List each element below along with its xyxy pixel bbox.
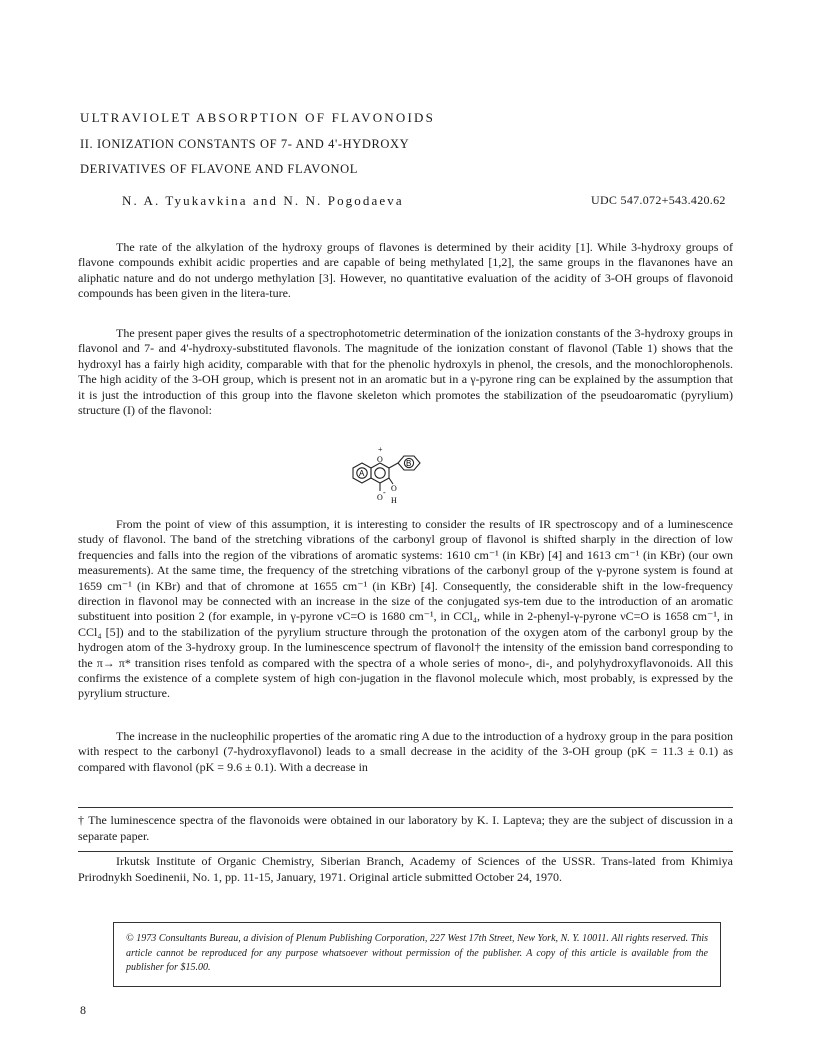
paragraph-1: The rate of the alkylation of the hydroxy groups of flavones is determined by their acidity [1]. While 3-hydroxy groups of flavone compounds exhibit acidic properties and are capable of being methylated [1,2], the same groups in the flavanones have an aliphatic nature and do not undergo methylation [3]. However, no quantitative evaluation of the acidity of 3-OH groups of flavonoid compounds has been given in the litera-ture. bbox=[78, 240, 733, 301]
udc-code: UDC 547.072+543.420.62 bbox=[591, 193, 726, 207]
oxide-oxygen-label: O bbox=[377, 493, 383, 502]
pyrone-ring-hexagon bbox=[371, 463, 389, 483]
ring-b-bond bbox=[389, 463, 398, 468]
flavonol-pyrylium-structure bbox=[345, 444, 475, 506]
side-oxygen-label: O bbox=[391, 484, 397, 493]
article-subtitle-line-1: II. IONIZATION CONSTANTS OF 7- AND 4'-HYDROXY bbox=[80, 137, 410, 151]
article-subtitle-line-2: DERIVATIVES OF FLAVONE AND FLAVONOL bbox=[80, 162, 358, 176]
paragraph-3: From the point of view of this assumption, it is interesting to consider the results of IR spectroscopy and of a luminescence study of flavonol. The band of the stretching vibrations of the carbonyl group of flavonol is shifted sharply in the direction of low frequencies and falls into the region of the vibrations of aromatic systems: 1610 cm⁻¹ (in KBr) [4] and 1613 cm⁻¹ (in KBr) (our own measurements). At the same time, the frequency of the stretching vibrations of the carbonyl group of the γ-pyrone system is found at 1659 cm⁻¹ (in KBr) and that of chromone at 1655 cm⁻¹ (in KBr) [4]. Consequently, the considerable shift in the low-frequency direction in flavonol may be connected with an increase in the size of the conjugated sys-tem due to the introduction of an aromatic substituent into position 2 (for example, in γ-pyrone νC=O is 1680 cm⁻¹, in CCl₄, while in 2-phenyl-γ-pyrone νC=O is 1658 cm⁻¹, in CCl₄ [5]) and to the stabilization of the pyrylium structure through the protonation of the oxygen atom of the carbonyl group by the hydrogen atom of the 3-hydroxy group. In the luminescence spectrum of flavonol† the intensity of the emission band corresponding to the π→ π* transition rises tenfold as compared with the spectra of a whole series of mono-, di-, and polyhydroxyflavonoids. All this confirms the existence of a complete system of high con-jugation in the flavonol molecule which, most probably, is expressed by the pyrylium structure. bbox=[78, 517, 733, 701]
hydrogen-label: H bbox=[391, 496, 397, 505]
positive-charge: + bbox=[378, 445, 383, 454]
footnote-divider bbox=[78, 807, 733, 808]
ring-a-label: A bbox=[359, 469, 365, 478]
paragraph-2: The present paper gives the results of a spectrophotometric determination of the ionization constants of the 3-hydroxy groups in flavonol and 7- and 4'-hydroxy-substituted flavonols. The magnitude of the ionization constant of flavonol (Table 1) shows that the hydroxyl has a fairly high acidity, comparable with that for the phenolic hydroxyls in phenol, the cresols, and the monochlorophenols. The high acidity of the 3-OH group, which is present not in an aromatic but in a γ-pyrone ring can be explained by the assumption that it is just the introduction of this group into the flavone skeleton which promotes the stabilization of the pseudoaromatic (pyrylium) structure (I) of the flavonol: bbox=[78, 326, 733, 418]
article-title: ULTRAVIOLET ABSORPTION OF FLAVONOIDS bbox=[80, 110, 436, 125]
page-number: 8 bbox=[80, 1003, 86, 1017]
authors: N. A. Tyukavkina and N. N. Pogodaeva bbox=[122, 193, 404, 208]
ring-oxygen-label: O bbox=[377, 455, 383, 464]
pyrone-ring-circle bbox=[375, 468, 385, 478]
ring-b-label: B bbox=[406, 459, 412, 468]
paragraph-4: The increase in the nucleophilic properties of the aromatic ring A due to the introduction of a hydroxy group in the para position with respect to the carbonyl (7-hydroxyflavonol) leads to a small decrease in the acidity of the 3-OH group (pK = 11.3 ± 0.1) as compared with flavonol (pK = 9.6 ± 0.1). With a decrease in bbox=[78, 729, 733, 774]
footnote: † The luminescence spectra of the flavonoids were obtained in our laboratory by K. I. Lapteva; they are the subject of discussion in a separate paper. bbox=[78, 813, 733, 843]
negative-charge: - bbox=[383, 488, 386, 497]
institution-divider bbox=[78, 851, 733, 852]
copyright-box: © 1973 Consultants Bureau, a division of Plenum Publishing Corporation, 227 West 17th Street, New York, N. Y. 10011. All rights reserved. This article cannot be reproduced for any purpose whatsoever without permission of the publisher. A copy of this article is available from the publisher for $15.00. bbox=[113, 922, 721, 987]
institution-note: Irkutsk Institute of Organic Chemistry, Siberian Branch, Academy of Sciences of the USSR. Trans-lated from Khimiya Prirodnykh Soedinenii, No. 1, pp. 11-15, January, 1971. Original article submitted October 24, 1970. bbox=[78, 854, 733, 884]
